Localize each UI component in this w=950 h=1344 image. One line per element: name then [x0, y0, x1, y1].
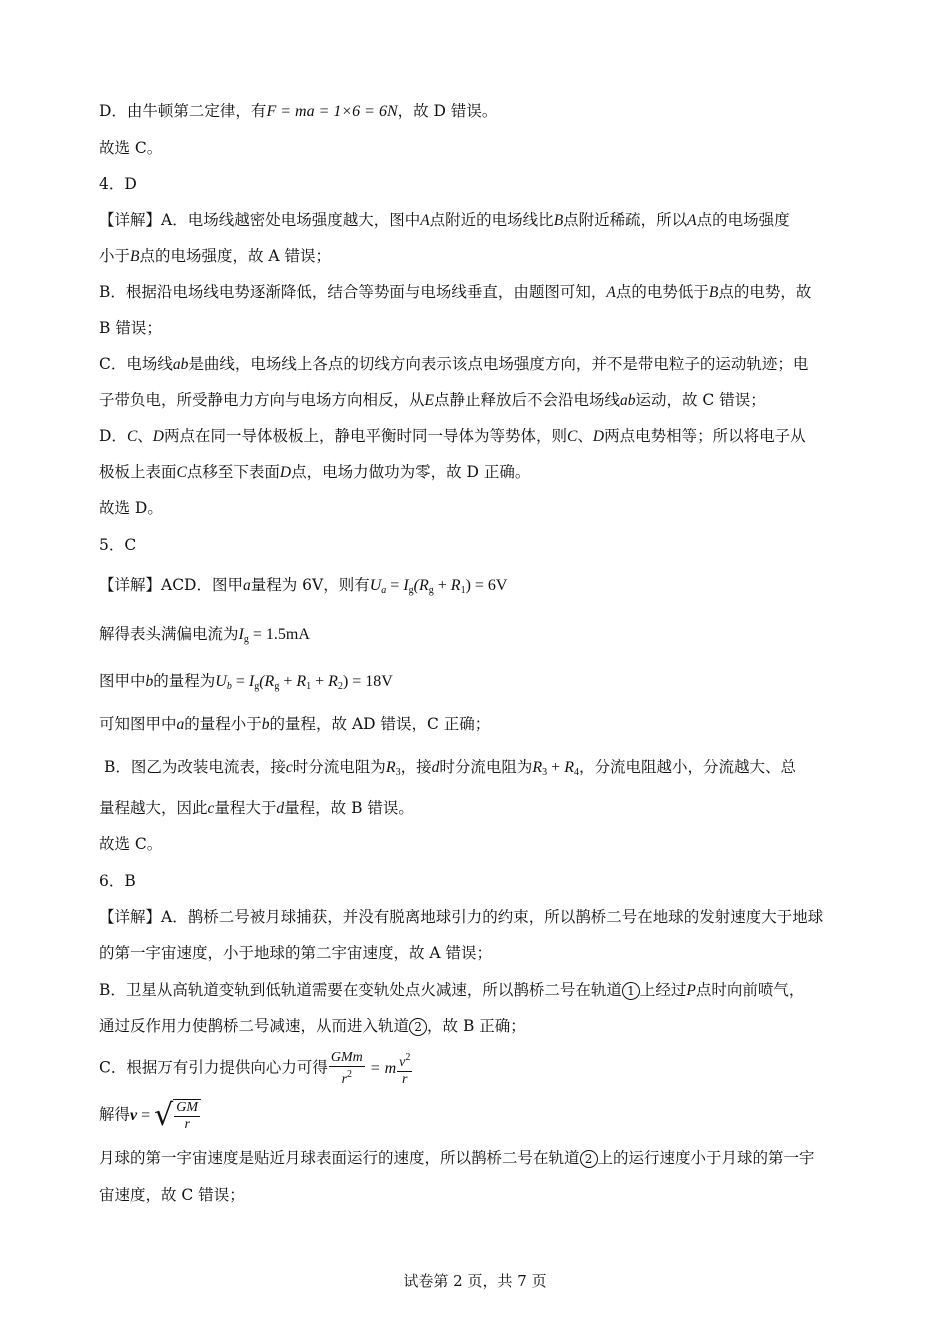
circled-2: 2 — [580, 1150, 598, 1168]
text: 时分流电阻为 — [439, 758, 533, 776]
symbol: B — [130, 248, 140, 265]
text: 通过反作用力使鹊桥二号减速，从而进入轨道 — [99, 1017, 410, 1035]
symbol: a — [242, 577, 251, 594]
text: 点的电势低于 — [615, 283, 709, 301]
circled-2: 2 — [409, 1018, 427, 1036]
q6-explain-B — [99, 980, 804, 1001]
text: 【详解】ACD．图甲 — [99, 576, 243, 594]
text: 时分流电阻为 — [292, 758, 386, 776]
symbol: P — [686, 982, 696, 999]
text: ，故 B 正确； — [427, 1017, 526, 1035]
q5-explain-compare — [99, 714, 490, 735]
text: 点移至下表面 — [186, 463, 280, 481]
text: D．由牛顿第二定律，有 — [99, 102, 267, 120]
text: C．电场线 — [99, 355, 173, 373]
symbol: C — [126, 428, 138, 445]
q6-explain-B-cont — [99, 1016, 526, 1036]
text: 两点电势相等；所以将电子从 — [604, 427, 806, 445]
answer-choice: 故选 D。 — [99, 499, 163, 517]
text: 运动，故 C 错误； — [635, 391, 766, 409]
symbol: A — [606, 284, 616, 301]
symbol: B — [708, 284, 719, 301]
symbol: D — [279, 464, 292, 481]
text: 图甲中 — [99, 672, 146, 690]
symbol: b — [261, 716, 270, 733]
symbol: A — [687, 212, 697, 229]
q4-explain-D-cont — [99, 462, 530, 483]
text: 极板上表面 — [99, 463, 177, 481]
text: 月球的第一宇宙速度是贴近月球表面运行的速度，所以鹊桥二号在轨道 — [99, 1149, 580, 1167]
q5-explain-B-cont — [99, 798, 414, 819]
text: 上经过 — [639, 981, 687, 999]
q5-explain-B — [104, 757, 796, 783]
text: B．图乙为改装电流表，接 — [104, 758, 286, 776]
symbol: D — [152, 428, 164, 445]
symbol: A — [420, 212, 430, 229]
text: B．根据沿电场线电势逐渐降低，结合等势面与电场线垂直，由题图可知， — [99, 283, 607, 301]
question-5-answer: 5．C — [99, 536, 137, 554]
text: 点附近的电场线比 — [429, 211, 554, 229]
q6-explain-C — [99, 1050, 413, 1088]
text: 的量程，故 AD 错误，C 正确； — [269, 715, 491, 733]
text: 、 — [577, 427, 593, 445]
text: 解得表头满偏电流为 — [99, 625, 239, 643]
equation-R3R4: $R_3 + R_4$ — [532, 759, 579, 778]
text: 子带负电，所受静电力方向与电场方向相反，从 — [99, 391, 425, 409]
equation-Ub: $U_b = I_g(R_g + R_1 + R_2) = 18V$ — [215, 673, 393, 692]
q4-explain-A-cont — [99, 246, 331, 267]
symbol: C — [176, 464, 187, 481]
symbol: B — [553, 212, 564, 229]
q5-explain-ACD — [99, 575, 507, 601]
text: ，故 D 错误。 — [397, 102, 498, 120]
text: 【详解】A．电场线越密处电场强度越大，图中 — [99, 211, 421, 229]
symbol: b — [145, 673, 154, 690]
text: 的量程为 — [153, 672, 216, 690]
text: ，分流电阻越小，分流越大、总 — [578, 758, 796, 776]
symbol: ab — [172, 356, 189, 373]
text: 小于 — [99, 247, 131, 265]
text: 点的电势，故 — [718, 283, 812, 301]
answer-choice: 故选 C。 — [99, 835, 163, 853]
q4-explain-B-cont: B 错误； — [99, 319, 162, 337]
text: 是曲线，电场线上各点的切线方向表示该点电场强度方向，并不是带电粒子的运动轨迹；电 — [188, 355, 809, 373]
q6-explain-A-cont: 的第一宇宙速度，小于地球的第二宇宙速度，故 A 错误； — [99, 944, 493, 962]
equation-gravity: $\frac{\text{GMm}}{r^2}$ = m $\frac{v^2}{r}$ — [330, 1050, 411, 1087]
text: 上的运行速度小于月球的第一宇 — [597, 1149, 815, 1167]
symbol: d — [276, 800, 285, 817]
q6-explain-A: 【详解】A．鹊桥二号被月球捕获，并没有脱离地球引力的约束，所以鹊桥二号在地球的发射速度大于地球 — [99, 908, 824, 926]
text: 点静止释放后不会沿电场线 — [433, 391, 620, 409]
equation-Ig: $I_g = 1.5mA$ — [238, 626, 310, 645]
text: 点，电场力做功为零，故 D 正确。 — [291, 463, 531, 481]
text: 量程为 6V，则有 — [250, 576, 370, 594]
q4-explain-A — [99, 210, 790, 231]
text: 点的电场强度 — [696, 211, 790, 229]
symbol: c — [285, 759, 293, 776]
text: D． — [99, 427, 127, 445]
question-6-answer: 6．B — [99, 872, 136, 890]
text: ，接 — [400, 758, 432, 776]
line-newton — [99, 101, 497, 122]
answer-choice: 故选 C。 — [99, 139, 163, 157]
q4-explain-B — [99, 282, 811, 303]
equation-Ua: $U_a = I_g(R_g + R_1) = 6V$ — [369, 577, 508, 596]
symbol: d — [431, 759, 440, 776]
q5-explain-Ig — [99, 624, 310, 650]
text: 点的电场强度，故 A 错误； — [139, 247, 332, 265]
symbol: E — [424, 392, 434, 409]
text: 点附近稀疏，所以 — [563, 211, 688, 229]
symbol: D — [592, 428, 605, 445]
text: 的量程小于 — [184, 715, 262, 733]
q6-explain-solve — [99, 1099, 201, 1133]
symbol: a — [176, 716, 185, 733]
text: 两点在同一导体极板上，静电平衡时同一导体为等势体，则 — [164, 427, 568, 445]
text: B．卫星从高轨道变轨到低轨道需要在变轨处点火减速，所以鹊桥二号在轨道 — [99, 981, 622, 999]
q4-explain-D — [99, 426, 806, 447]
text: C．根据万有引力提供向心力可得 — [99, 1058, 328, 1077]
text: 量程大于 — [214, 799, 277, 817]
symbol: c — [207, 800, 215, 817]
question-4-answer: 4．D — [99, 175, 137, 193]
text: 可知图甲中 — [99, 715, 177, 733]
equation-newton: F = ma = 1×6 = 6N — [266, 103, 398, 120]
q5-explain-Ub — [99, 671, 393, 697]
text: 量程越大，因此 — [99, 799, 208, 817]
text: 点时向前喷气， — [695, 981, 805, 999]
text: 量程，故 B 错误。 — [284, 799, 414, 817]
text: 解得 — [99, 1105, 131, 1124]
symbol: ab — [620, 392, 636, 409]
symbol: C — [567, 428, 578, 445]
equation-R3: $R_3$ — [385, 759, 401, 778]
text: 、 — [137, 427, 153, 445]
equation-velocity: v = √ $\frac{GM}{r}$ — [130, 1107, 201, 1124]
q6-explain-C-result — [99, 1148, 815, 1168]
page-footer: 试卷第 2 页，共 7 页 — [403, 1272, 547, 1290]
q4-explain-C-cont — [99, 390, 766, 411]
q6-explain-C-result-cont: 宙速度，故 C 错误； — [99, 1186, 245, 1204]
circled-1: 1 — [622, 982, 640, 1000]
q4-explain-C — [99, 354, 808, 375]
